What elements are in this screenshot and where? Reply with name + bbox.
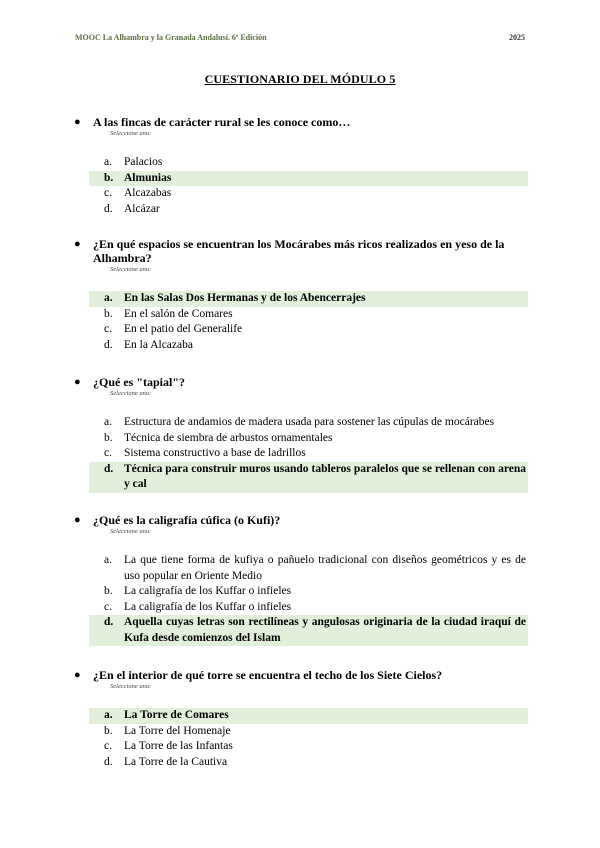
option-d[interactable]: d. La Torre de la Cautiva: [104, 755, 228, 768]
option-d[interactable]: d. Técnica para construir muros usando tableros paralelos que se rellenan con arena y cal: [89, 462, 528, 493]
option-list: [74, 708, 528, 770]
course-title: MOOC La Alhambra y la Granada Andalusí. 6ª Edición: [75, 33, 267, 42]
question-1: [74, 115, 528, 217]
bullet-icon: ●: [74, 376, 81, 388]
question-hint: Seleccione una:: [110, 528, 152, 535]
question-5: [74, 668, 528, 770]
question-2: [74, 237, 528, 353]
option-c[interactable]: c. Sistema constructivo a base de ladrillos: [104, 447, 306, 459]
bullet-icon: ●: [74, 238, 81, 250]
option-b[interactable]: b. En el salón de Comares: [104, 307, 233, 320]
option-a[interactable]: a. La Torre de Comares: [89, 708, 528, 724]
bullet-icon: ●: [74, 514, 81, 526]
option-b[interactable]: b. La caligrafía de los Kuffar o infieles: [104, 585, 292, 597]
question-text: ● ¿En qué espacios se encuentran los Mocárabes más ricos realizados en yeso de la Alhambra?: [74, 237, 505, 265]
page-title: CUESTIONARIO DEL MÓDULO 5: [204, 72, 396, 86]
question-hint: Seleccione una:: [110, 390, 152, 397]
option-d[interactable]: d. En la Alcazaba: [104, 338, 193, 351]
question-text: ● ¿Qué es la caligrafía cúfica (o Kufi)?: [74, 513, 281, 527]
question-3: [74, 375, 528, 493]
page-header: [75, 33, 525, 42]
option-b[interactable]: b. Almunias: [89, 171, 528, 187]
bullet-icon: ●: [74, 116, 81, 128]
option-a[interactable]: a. Palacios: [104, 156, 163, 168]
header-year: 2025: [509, 33, 525, 42]
option-c[interactable]: c. La Torre de las Infantas: [104, 740, 233, 752]
option-a[interactable]: a. La que tiene forma de kufiya o pañuelo tradicional con diseños geométricos y es de uso popular en Oriente Medio: [104, 554, 526, 582]
question-hint: Seleccione una:: [110, 683, 152, 690]
question-4: [74, 513, 528, 646]
option-c[interactable]: c. Alcazabas: [104, 187, 172, 199]
option-b[interactable]: b. La Torre del Homenaje: [104, 724, 231, 737]
question-text: ● ¿En el interior de qué torre se encuentra el techo de los Siete Cielos?: [74, 668, 443, 682]
question-hint: Seleccione una:: [110, 130, 152, 137]
option-d[interactable]: d. Alcázar: [104, 202, 160, 215]
option-c[interactable]: c. La caligrafía de los Kuffar o infieles: [104, 600, 292, 613]
option-c[interactable]: c. En el patio del Generalife: [104, 323, 243, 335]
option-list: [74, 155, 528, 217]
option-a[interactable]: a. Estructura de andamios de madera usada para sostener las cúpulas de mocárabes: [104, 416, 495, 428]
option-list: [74, 291, 528, 353]
option-list: [74, 553, 528, 646]
question-text: ● A las fincas de carácter rural se les conoce como…: [74, 115, 351, 129]
option-d[interactable]: d. Aquella cuyas letras son rectilíneas y angulosas originaria de la ciudad iraquí de Kufa desde comienzos del Islam: [89, 615, 528, 646]
question-text: ● ¿Qué es "tapial"?: [74, 375, 185, 389]
question-hint: Seleccione una:: [110, 266, 152, 273]
option-list: [74, 415, 528, 493]
option-b[interactable]: b. Técnica de siembra de arbustos ornamentales: [104, 431, 333, 444]
option-a[interactable]: a. En las Salas Dos Hermanas y de los Abencerrajes: [89, 291, 528, 307]
bullet-icon: ●: [74, 669, 81, 681]
